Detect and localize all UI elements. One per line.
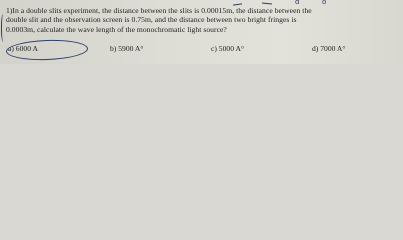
- question-text: [6, 6, 402, 34]
- option-a[interactable]: [8, 42, 38, 56]
- option-d-label: d) 7000 A°: [312, 44, 346, 53]
- handwritten-bracket-mark: [1, 14, 7, 42]
- option-c-label: c) 5000 A°: [211, 44, 244, 53]
- option-b-label: b) 5900 A°: [110, 44, 144, 53]
- answer-options: [6, 42, 402, 56]
- question-line-3: 0.0003m, calculate the wave length of the monochromatic light source?: [6, 24, 227, 34]
- option-d[interactable]: [312, 42, 345, 56]
- option-b[interactable]: [110, 42, 143, 56]
- handwritten-letter-d: d: [295, 0, 300, 6]
- handwritten-letter-o: o: [322, 0, 327, 6]
- handwritten-stroke-2: [262, 2, 272, 4]
- option-c[interactable]: [211, 42, 244, 56]
- question-line-1: 1)In a double slits experiment, the distance between the slits is 0.00015m, the distance between the: [6, 6, 312, 15]
- option-a-label: a) 6000 A: [8, 44, 38, 53]
- worksheet-page: [0, 0, 403, 64]
- question-line-2: double slit and the observation screen is 0.75m, and the distance between two bright fringes is: [6, 15, 297, 25]
- selected-answer-circle: [6, 39, 89, 62]
